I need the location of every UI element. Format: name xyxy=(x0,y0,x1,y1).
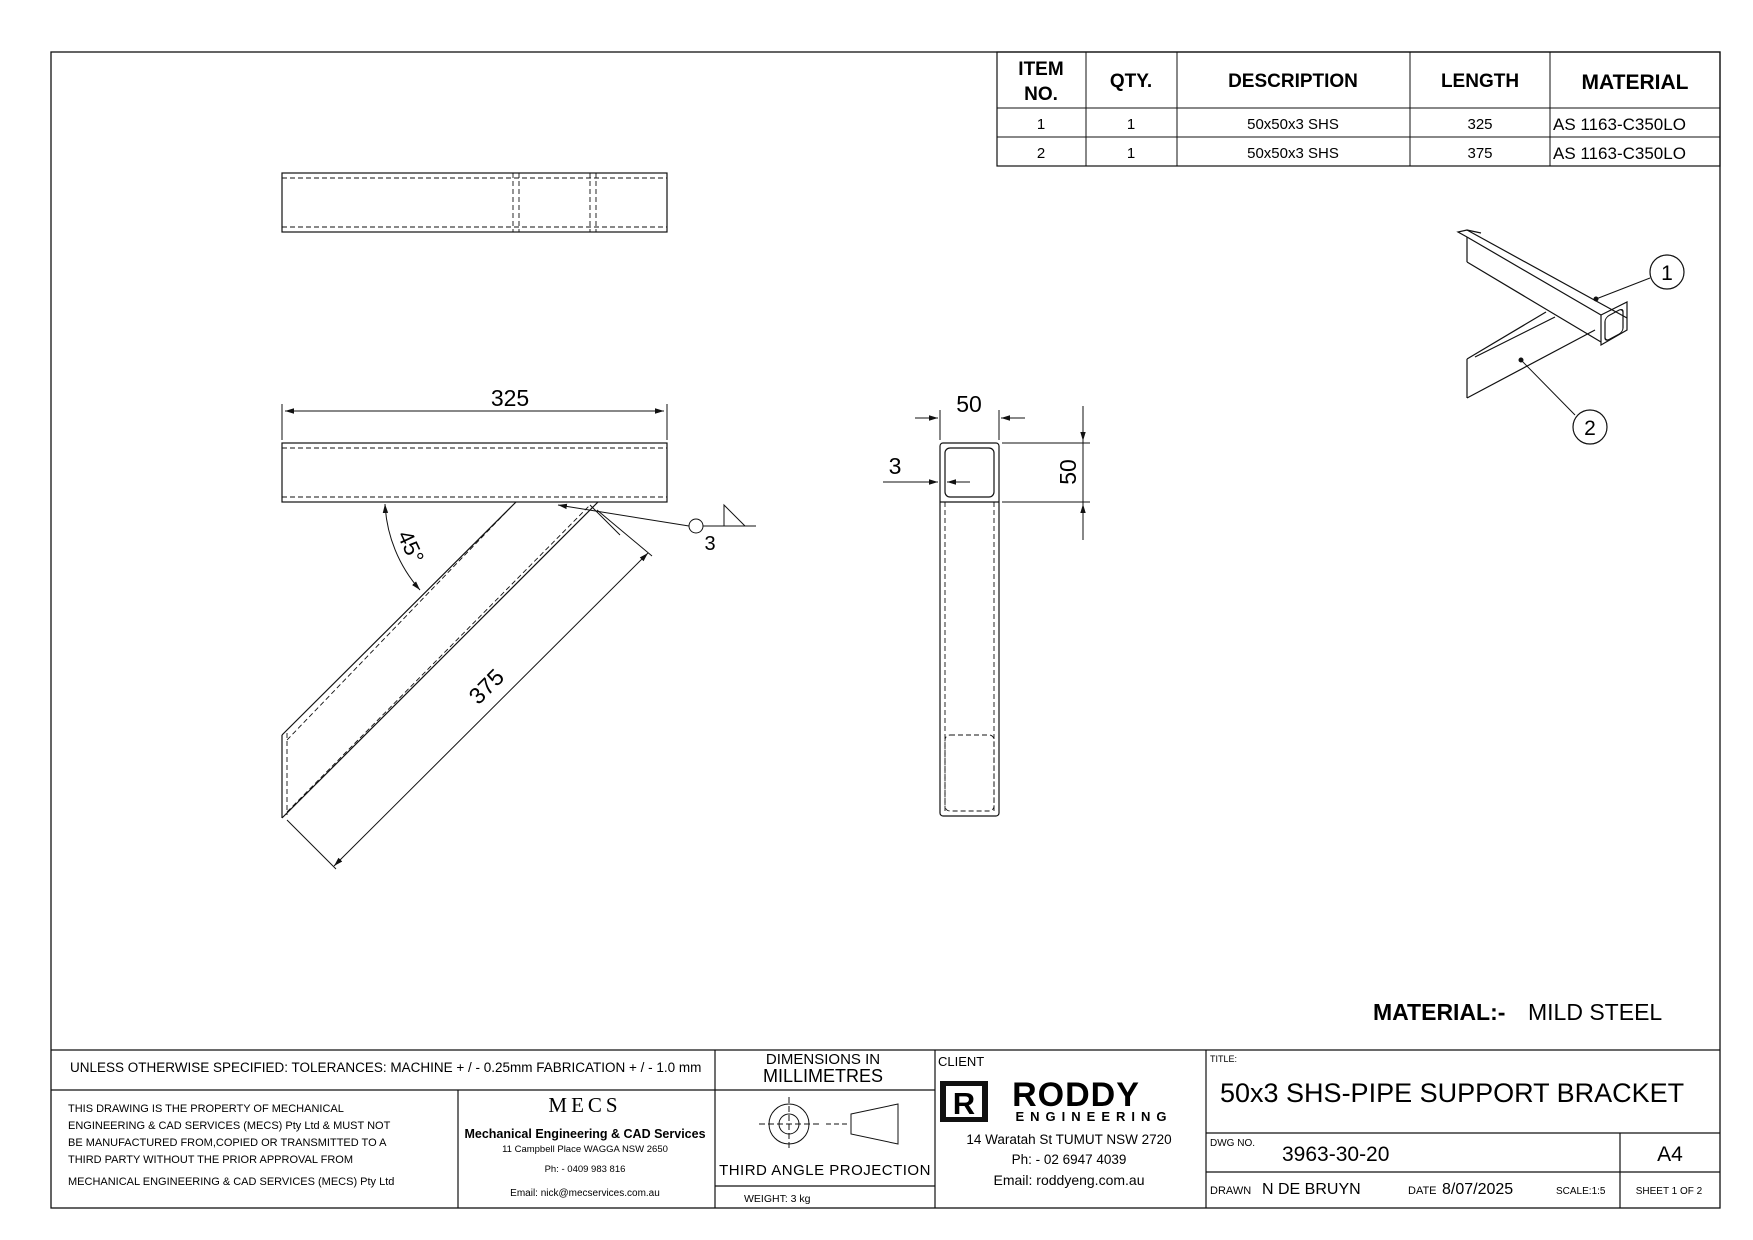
bom-header-item-no: NO. xyxy=(1024,84,1058,105)
bom-row1-qty: 1 xyxy=(1126,116,1136,133)
top-view xyxy=(282,173,667,232)
bom-header-length: LENGTH xyxy=(1440,71,1520,92)
units-line-2: MILLIMETRES xyxy=(762,1066,884,1086)
bom-header-qty: QTY. xyxy=(1109,71,1153,92)
copyright-line-1: THIS DRAWING IS THE PROPERTY OF MECHANICAL xyxy=(68,1103,344,1115)
mecs-phone: Ph: - 0409 983 816 xyxy=(544,1164,626,1175)
client-logo-r: R xyxy=(952,1086,976,1121)
title-label: TITLE: xyxy=(1210,1054,1238,1064)
dim-section-height: 50 xyxy=(1055,459,1081,485)
front-view-dimensions xyxy=(282,404,756,869)
drawn-label: DRAWN xyxy=(1210,1185,1252,1197)
client-logo-main: RODDY xyxy=(1012,1076,1140,1114)
copyright-line-4: THIRD PARTY WITHOUT THE PRIOR APPROVAL FROM xyxy=(68,1154,354,1166)
client-address: 14 Waratah St TUMUT NSW 2720 xyxy=(966,1132,1172,1147)
dwg-no-label: DWG NO. xyxy=(1210,1138,1255,1149)
client-label: CLIENT xyxy=(938,1054,985,1069)
drawing-scale: SCALE:1:5 xyxy=(1556,1186,1606,1197)
bom-row1-description: 50x50x3 SHS xyxy=(1247,116,1339,133)
balloon-1-label: 1 xyxy=(1661,262,1673,285)
bom-header-description: DESCRIPTION xyxy=(1228,71,1358,92)
dwg-no: 3963-30-20 xyxy=(1282,1143,1390,1166)
balloon-leaders xyxy=(1519,278,1650,415)
third-angle-projection-icon xyxy=(759,1097,898,1151)
dim-wall-thickness: 3 xyxy=(888,453,902,479)
units-line-1: DIMENSIONS IN xyxy=(765,1051,881,1068)
drawn-by: N DE BRUYN xyxy=(1262,1181,1361,1198)
sheet-border xyxy=(51,52,1720,1208)
mecs-logo: MECS xyxy=(548,1093,622,1117)
mecs-email: Email: nick@mecservices.com.au xyxy=(510,1188,660,1199)
roddy-engineering-logo xyxy=(940,1076,1173,1124)
mecs-address: 11 Campbell Place WAGGA NSW 2650 xyxy=(502,1144,668,1155)
bom-row2-item: 2 xyxy=(1036,145,1046,162)
copyright-line-3: BE MANUFACTURED FROM,COPIED OR TRANSMITTED TO A xyxy=(68,1137,387,1149)
bom-row1-item: 1 xyxy=(1036,116,1046,133)
weight-label: WEIGHT: 3 kg xyxy=(744,1193,811,1205)
front-view xyxy=(282,443,667,818)
material-note-label: MATERIAL:- xyxy=(1373,999,1506,1025)
bom-row2-qty: 1 xyxy=(1126,145,1136,162)
bom-row2-material: AS 1163-C350LO xyxy=(1553,144,1686,163)
copyright-line-5: MECHANICAL ENGINEERING & CAD SERVICES (MECS) Pty Ltd xyxy=(68,1176,395,1188)
tolerances-note: UNLESS OTHERWISE SPECIFIED: TOLERANCES: MACHINE + / - 0.25mm FABRICATION + / - 1.0 mm xyxy=(70,1060,702,1075)
bom-row1-material: AS 1163-C350LO xyxy=(1553,115,1686,134)
bom-row2-description: 50x50x3 SHS xyxy=(1247,145,1339,162)
sheet-number: SHEET 1 OF 2 xyxy=(1635,1186,1703,1197)
dim-section-width: 50 xyxy=(956,391,982,417)
drawing-date: 8/07/2025 xyxy=(1442,1181,1514,1198)
balloon-2 xyxy=(1573,410,1607,444)
copyright-line-2: ENGINEERING & CAD SERVICES (MECS) Pty Ltd & MUST NOT xyxy=(68,1120,391,1132)
bom-header-material: MATERIAL xyxy=(1581,71,1689,94)
material-note-value: MILD STEEL xyxy=(1528,999,1663,1025)
bom-row1-length: 325 xyxy=(1467,116,1493,133)
bom-header-item: ITEM xyxy=(1018,59,1064,80)
sheet-size: A4 xyxy=(1657,1143,1683,1166)
drawing-title: 50x3 SHS-PIPE SUPPORT BRACKET xyxy=(1220,1078,1685,1108)
date-label: DATE xyxy=(1408,1185,1437,1197)
dim-45-degrees: 45° xyxy=(392,526,430,568)
projection-label: THIRD ANGLE PROJECTION xyxy=(719,1162,931,1179)
mecs-name: Mechanical Engineering & CAD Services xyxy=(464,1127,706,1141)
bom-table xyxy=(997,52,1720,166)
isometric-view xyxy=(1458,230,1627,398)
client-logo-sub: ENGINEERING xyxy=(1015,1109,1173,1124)
dim-325: 325 xyxy=(490,385,530,411)
client-email: Email: roddyeng.com.au xyxy=(993,1172,1145,1188)
balloon-2-label: 2 xyxy=(1584,417,1596,440)
bom-row2-length: 375 xyxy=(1467,145,1493,162)
weld-size: 3 xyxy=(704,533,716,555)
side-view xyxy=(940,443,999,816)
dim-375: 375 xyxy=(463,663,510,710)
balloon-1 xyxy=(1650,255,1684,289)
client-phone: Ph: - 02 6947 4039 xyxy=(1011,1152,1127,1167)
